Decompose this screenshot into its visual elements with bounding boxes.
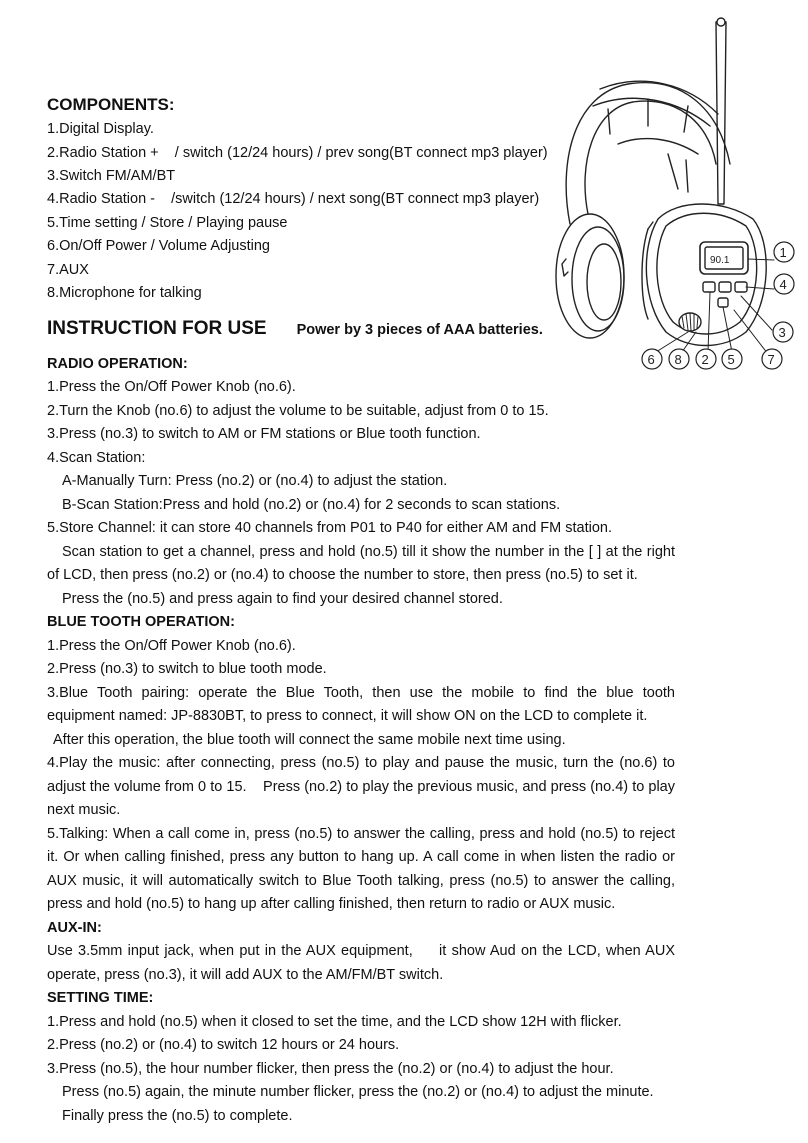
- volume-knob: [679, 313, 701, 331]
- radio-line: A-Manually Turn: Press (no.2) or (no.4) to adjust the station.: [62, 473, 448, 489]
- radio-line: 3.Press (no.3) to switch to AM or FM stations or Blue tooth function.: [47, 426, 481, 442]
- callout-label: 4: [779, 277, 787, 292]
- component-item: 8.Microphone for talking: [47, 285, 202, 301]
- lcd-display: [700, 242, 748, 274]
- antenna: [716, 18, 726, 234]
- bluetooth-line: AUX music, it will automatically switch to Blue Tooth talking, press (no.5) to answer the calling,: [47, 873, 675, 889]
- component-item: 3.Switch FM/AM/BT: [47, 168, 176, 184]
- bluetooth-line: After this operation, the blue tooth will connect the same mobile next time using.: [53, 732, 566, 748]
- bluetooth-line: 1.Press the On/Off Power Knob (no.6).: [47, 638, 296, 654]
- aux-heading: AUX-IN:: [47, 920, 102, 936]
- setting-heading: SETTING TIME:: [47, 990, 154, 1006]
- callout-label: 1: [779, 245, 787, 260]
- bluetooth-line: adjust the volume from 0 to 15. Press (no.2) to play the previous music, and press (no.4) to play: [47, 779, 675, 795]
- setting-line: 2.Press (no.2) or (no.4) to switch 12 hours or 24 hours.: [47, 1037, 400, 1053]
- radio-line: B-Scan Station:Press and hold (no.2) or (no.4) for 2 seconds to scan stations.: [62, 497, 561, 513]
- callout-label: 6: [647, 352, 655, 367]
- components-heading: COMPONENTS:: [47, 95, 175, 114]
- right-earcup: [642, 204, 766, 346]
- bluetooth-line: 5.Talking: When a call come in, press (no.5) to answer the calling, press and hold (no.5) to reject: [47, 826, 675, 842]
- power-note: Power by 3 pieces of AAA batteries.: [296, 322, 543, 338]
- radio-line: 4.Scan Station:: [47, 450, 146, 466]
- callout-label: 7: [767, 352, 775, 367]
- left-earcup: [556, 214, 624, 338]
- radio-line: Scan station to get a channel, press and hold (no.5) till it show the number in the [ ] at the right: [62, 544, 675, 560]
- component-item: 2.Radio Station + / switch (12/24 hours) / prev song(BT connect mp3 player): [47, 145, 548, 161]
- instruction-title: [47, 318, 543, 341]
- bluetooth-heading: BLUE TOOTH OPERATION:: [47, 614, 235, 630]
- instruction-title-text: INSTRUCTION FOR USE: [47, 318, 267, 339]
- radio-line: 1.Press the On/Off Power Knob (no.6).: [47, 379, 296, 395]
- component-item: 1.Digital Display.: [47, 121, 154, 137]
- bluetooth-line: 3.Blue Tooth pairing: operate the Blue Tooth, then use the mobile to find the blue tooth: [47, 685, 675, 701]
- aux-line: operate, press (no.3), it will add AUX to the AM/FM/BT switch.: [47, 967, 444, 983]
- radio-line: Press the (no.5) and press again to find your desired channel stored.: [62, 591, 503, 607]
- bluetooth-line: it. Or when calling finished, press any button to hang up. A call come in when listen the radio or: [47, 849, 675, 865]
- aux-line: Use 3.5mm input jack, when put in the AUX equipment, it show Aud on the LCD, when AUX: [47, 943, 675, 959]
- component-item: 4.Radio Station - /switch (12/24 hours) / next song(BT connect mp3 player): [47, 191, 540, 207]
- radio-line: 5.Store Channel: it can store 40 channels from P01 to P40 for either AM and FM station.: [47, 520, 612, 536]
- bluetooth-line: press and hold (no.5) to hang up after calling finished, then return to radio or AUX music.: [47, 896, 616, 912]
- setting-line: 3.Press (no.5), the hour number flicker, then press the (no.2) or (no.4) to adjust the hour.: [47, 1061, 614, 1077]
- component-item: 5.Time setting / Store / Playing pause: [47, 215, 288, 231]
- callout-label: 2: [701, 352, 709, 367]
- bluetooth-line: 2.Press (no.3) to switch to blue tooth mode.: [47, 661, 327, 677]
- headband: [566, 81, 730, 224]
- callout-label: 3: [778, 325, 786, 340]
- callout-label: 5: [727, 352, 735, 367]
- radio-line: 2.Turn the Knob (no.6) to adjust the volume to be suitable, adjust from 0 to 15.: [47, 403, 549, 419]
- setting-line: Press (no.5) again, the minute number flicker, press the (no.2) or (no.4) to adjust the minute.: [62, 1084, 654, 1100]
- setting-line: 1.Press and hold (no.5) when it closed to set the time, and the LCD show 12H with flicker.: [47, 1014, 622, 1030]
- headset-illustration: [548, 14, 800, 376]
- lcd-readout: 90.1: [710, 255, 730, 266]
- bluetooth-line: 4.Play the music: after connecting, press (no.5) to play and pause the music, turn the (no.6) to: [47, 755, 675, 771]
- component-item: 7.AUX: [47, 262, 89, 278]
- callout-label: 8: [674, 352, 682, 367]
- radio-heading: RADIO OPERATION:: [47, 356, 188, 372]
- setting-line: Finally press the (no.5) to complete.: [62, 1108, 293, 1124]
- bluetooth-line: next music.: [47, 802, 121, 818]
- bluetooth-line: equipment named: JP-8830BT, to press to connect, it will show ON on the LCD to complete it.: [47, 708, 648, 724]
- radio-line: of LCD, then press (no.2) or (no.4) to choose the number to store, then press (no.5) to set it.: [47, 567, 638, 583]
- component-item: 6.On/Off Power / Volume Adjusting: [47, 238, 270, 254]
